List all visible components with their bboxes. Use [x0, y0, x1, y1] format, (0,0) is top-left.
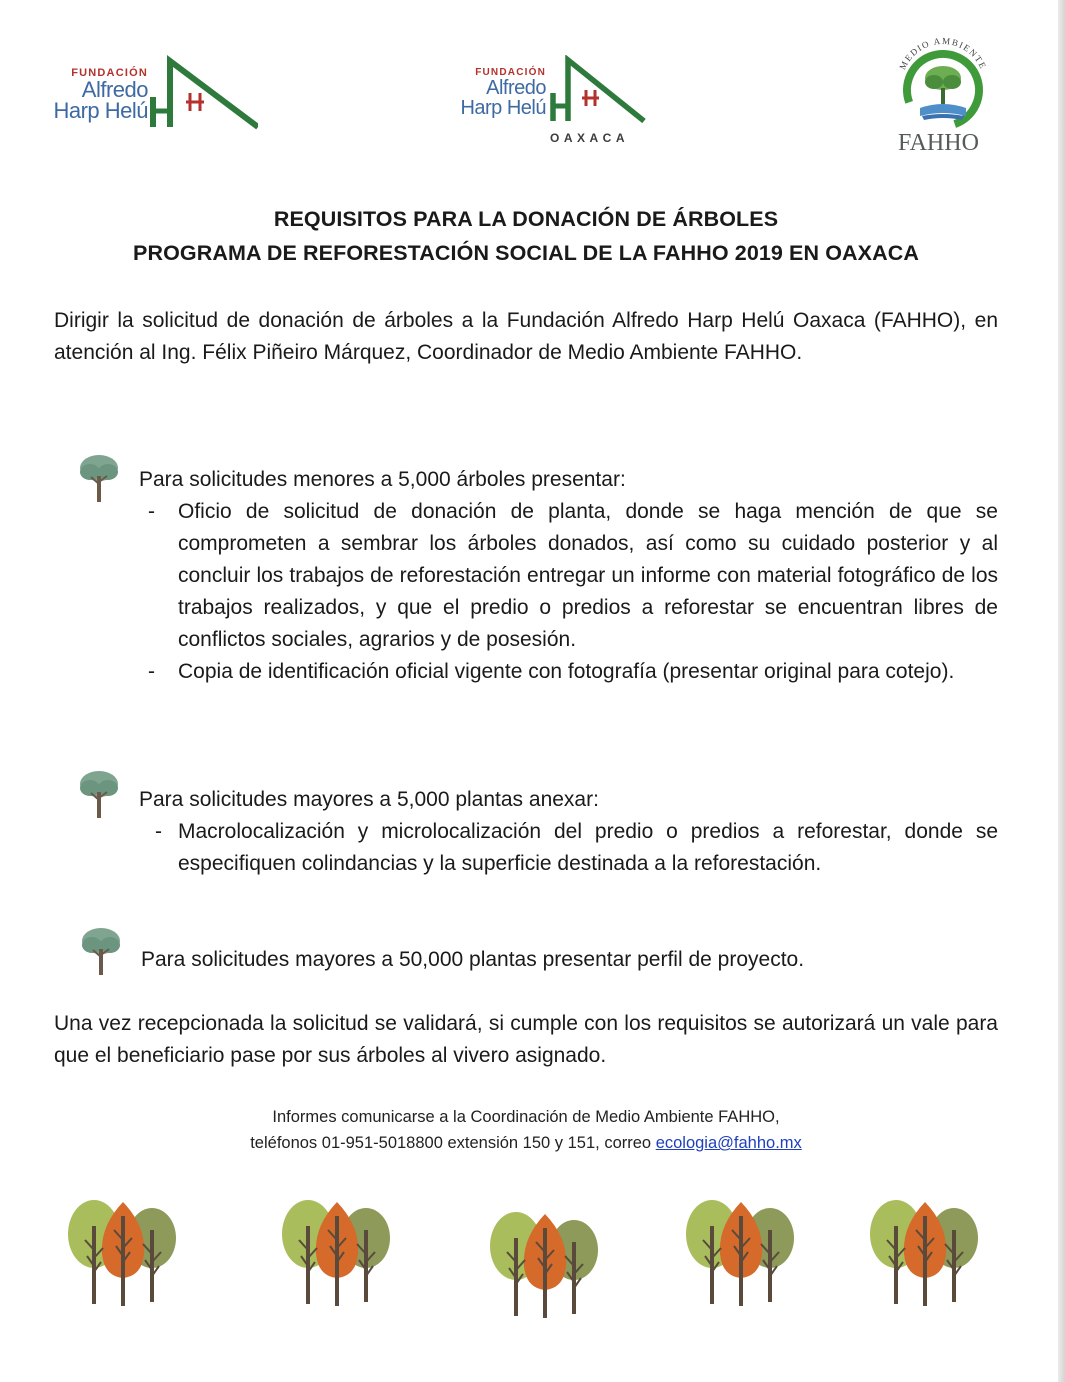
tree-grove-icon — [66, 1196, 181, 1308]
section-1-lead: Para solicitudes menores a 5,000 árboles presentar: — [139, 468, 626, 491]
list-dash: - — [148, 660, 155, 683]
document-subtitle: PROGRAMA DE REFORESTACIÓN SOCIAL DE LA FAHHO 2019 EN OAXACA — [133, 241, 919, 265]
logo-name-line1: Alfredo — [81, 77, 148, 102]
fah-monogram-icon — [548, 55, 648, 127]
tree-grove-icon — [488, 1208, 603, 1320]
logo-name-line2: Harp Helú — [460, 97, 546, 119]
tree-bullet-icon — [80, 925, 122, 979]
tree-bullet-icon — [78, 452, 120, 506]
fundacion-oaxaca-logo — [446, 55, 656, 155]
document-title: REQUISITOS PARA LA DONACIÓN DE ÁRBOLES — [273, 207, 779, 231]
fahho-medio-ambiente-logo — [888, 30, 998, 160]
section-1-item-2: Copia de identificación oficial vigente con fotografía (presentar original para cotejo). — [178, 660, 955, 683]
email-link[interactable]: ecologia@fahho.mx — [655, 1134, 802, 1152]
fah-monogram-icon — [148, 55, 258, 135]
page-edge — [1058, 0, 1065, 1382]
emblem-arc-text: MEDIO AMBIENTE — [897, 35, 989, 72]
list-dash: - — [155, 820, 162, 843]
footer-line-1: Informes comunicarse a la Coordinación de Medio Ambiente FAHHO, — [272, 1108, 780, 1126]
medio-ambiente-emblem-icon — [888, 30, 998, 135]
logo-name-line1: Alfredo — [486, 77, 546, 99]
section-1-item-1: Oficio de solicitud de donación de planta, donde se haga mención de que se comprometen a sembrar los árboles donados, así como su cuidado posterior y al concluir los trabajos de reforestación entregar un informe con material fotográfico de los trabajos realizados, y que el predio o predios a reforestar se encuentran libres de conflictos sociales, agrarios y de posesión. — [178, 500, 998, 651]
intro-paragraph: Dirigir la solicitud de donación de árboles a la Fundación Alfredo Harp Helú Oaxaca (FAHHO), en atención al Ing. Félix Piñeiro Márquez, Coordinador de Medio Ambiente FAHHO. — [54, 309, 998, 364]
fundacion-logo — [38, 55, 258, 135]
tree-grove-icon — [868, 1196, 983, 1308]
logo-name-line2: Harp Helú — [53, 98, 148, 123]
tree-bullet-icon — [78, 768, 120, 822]
logo-fundacion-text: FUNDACIÓN — [71, 67, 148, 79]
logo-region-text: OAXACA — [550, 131, 630, 145]
tree-grove-icon — [280, 1196, 395, 1308]
logo-fundacion-text: FUNDACIÓN — [475, 67, 546, 78]
fahho-name: FAHHO — [898, 130, 979, 156]
section-3-lead: Para solicitudes mayores a 50,000 plantas presentar perfil de proyecto. — [141, 948, 805, 971]
list-dash: - — [148, 500, 155, 523]
footer-line-2 — [0, 1130, 1052, 1156]
footer-phones: teléfonos 01-951-5018800 extensión 150 y 151, correo — [250, 1134, 656, 1152]
section-2-item-1: Macrolocalización y microlocalización del predio o predios a reforestar, donde se especifiquen colindancias y la superficie destinada a la reforestación. — [178, 820, 998, 875]
closing-paragraph: Una vez recepcionada la solicitud se validará, si cumple con los requisitos se autorizará un vale para que el beneficiario pase por sus árboles al vivero asignado. — [54, 1012, 998, 1067]
section-2-lead: Para solicitudes mayores a 5,000 plantas anexar: — [139, 788, 599, 811]
tree-grove-icon — [684, 1196, 799, 1308]
